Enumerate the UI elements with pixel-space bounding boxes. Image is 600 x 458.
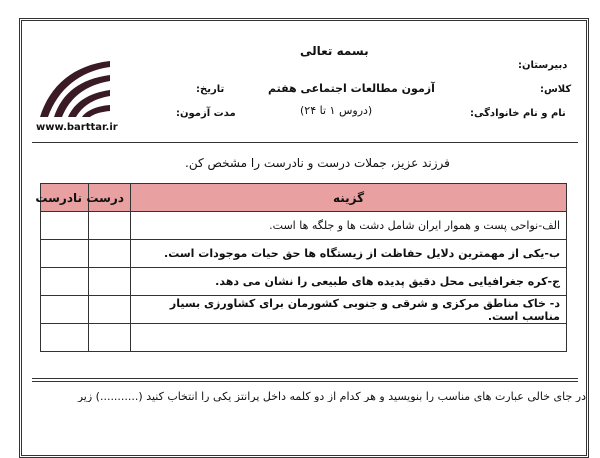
name-label: نام و نام خانوادگی: [470,108,566,119]
false-cell[interactable] [41,268,89,296]
table-row [41,212,567,240]
section-divider-top [32,378,578,379]
question-text: د- خاک مناطق مرکزی و شرقی و جنوبی کشورمان برای کشاورزی بسیار مناسب است. [131,296,567,324]
table-row [41,324,567,352]
column-header-false: نادرست [41,184,89,212]
logo-website: www.barttar.ir [36,122,118,133]
true-cell[interactable] [89,212,131,240]
false-cell[interactable] [41,324,89,352]
question-text: ج-کره جغرافیایی محل دقیق پدیده های طبیعی را نشان می دهد. [131,268,567,296]
lessons-range: (دروس ۱ تا ۲۴) [300,104,373,117]
true-cell[interactable] [89,296,131,324]
header-divider [32,142,578,143]
bismillah: بسمه تعالی [300,44,369,58]
true-cell[interactable] [89,240,131,268]
false-cell[interactable] [41,212,89,240]
false-cell[interactable] [41,296,89,324]
next-section-instruction: در جای خالی عبارت های مناسب را بنویسید و هر کدام از دو کلمه داخل پرانتز یکی را انتخاب کنید (...........) زیر [77,390,586,402]
table-row [41,240,567,268]
barttar-logo [36,55,116,121]
true-cell[interactable] [89,268,131,296]
section-divider-bottom [32,381,578,382]
question-text: الف-نواحی پست و هموار ایران شامل دشت ها و جلگه ها است. [131,212,567,240]
question-text: ب-یکی از مهمترین دلایل حفاظت از زیستگاه ها حق حیات موجودات است. [131,240,567,268]
table-row [41,296,567,324]
table-header-row [41,184,567,212]
section-instruction: فرزند عزیز، جملات درست و نادرست را مشخص کن. [185,156,450,170]
column-header-option: گزینه [131,184,567,212]
date-label: تاریخ: [196,84,225,95]
exam-title: آزمون مطالعات اجتماعی هفتم [268,82,435,95]
table-row [41,268,567,296]
question-text-empty [131,324,567,352]
false-cell[interactable] [41,240,89,268]
true-cell[interactable] [89,324,131,352]
column-header-true: درست [89,184,131,212]
class-label: کلاس: [540,84,572,95]
true-false-table [35,183,567,352]
duration-label: مدت آزمون: [176,108,236,119]
teacher-label: دبیرستان: [518,60,568,71]
